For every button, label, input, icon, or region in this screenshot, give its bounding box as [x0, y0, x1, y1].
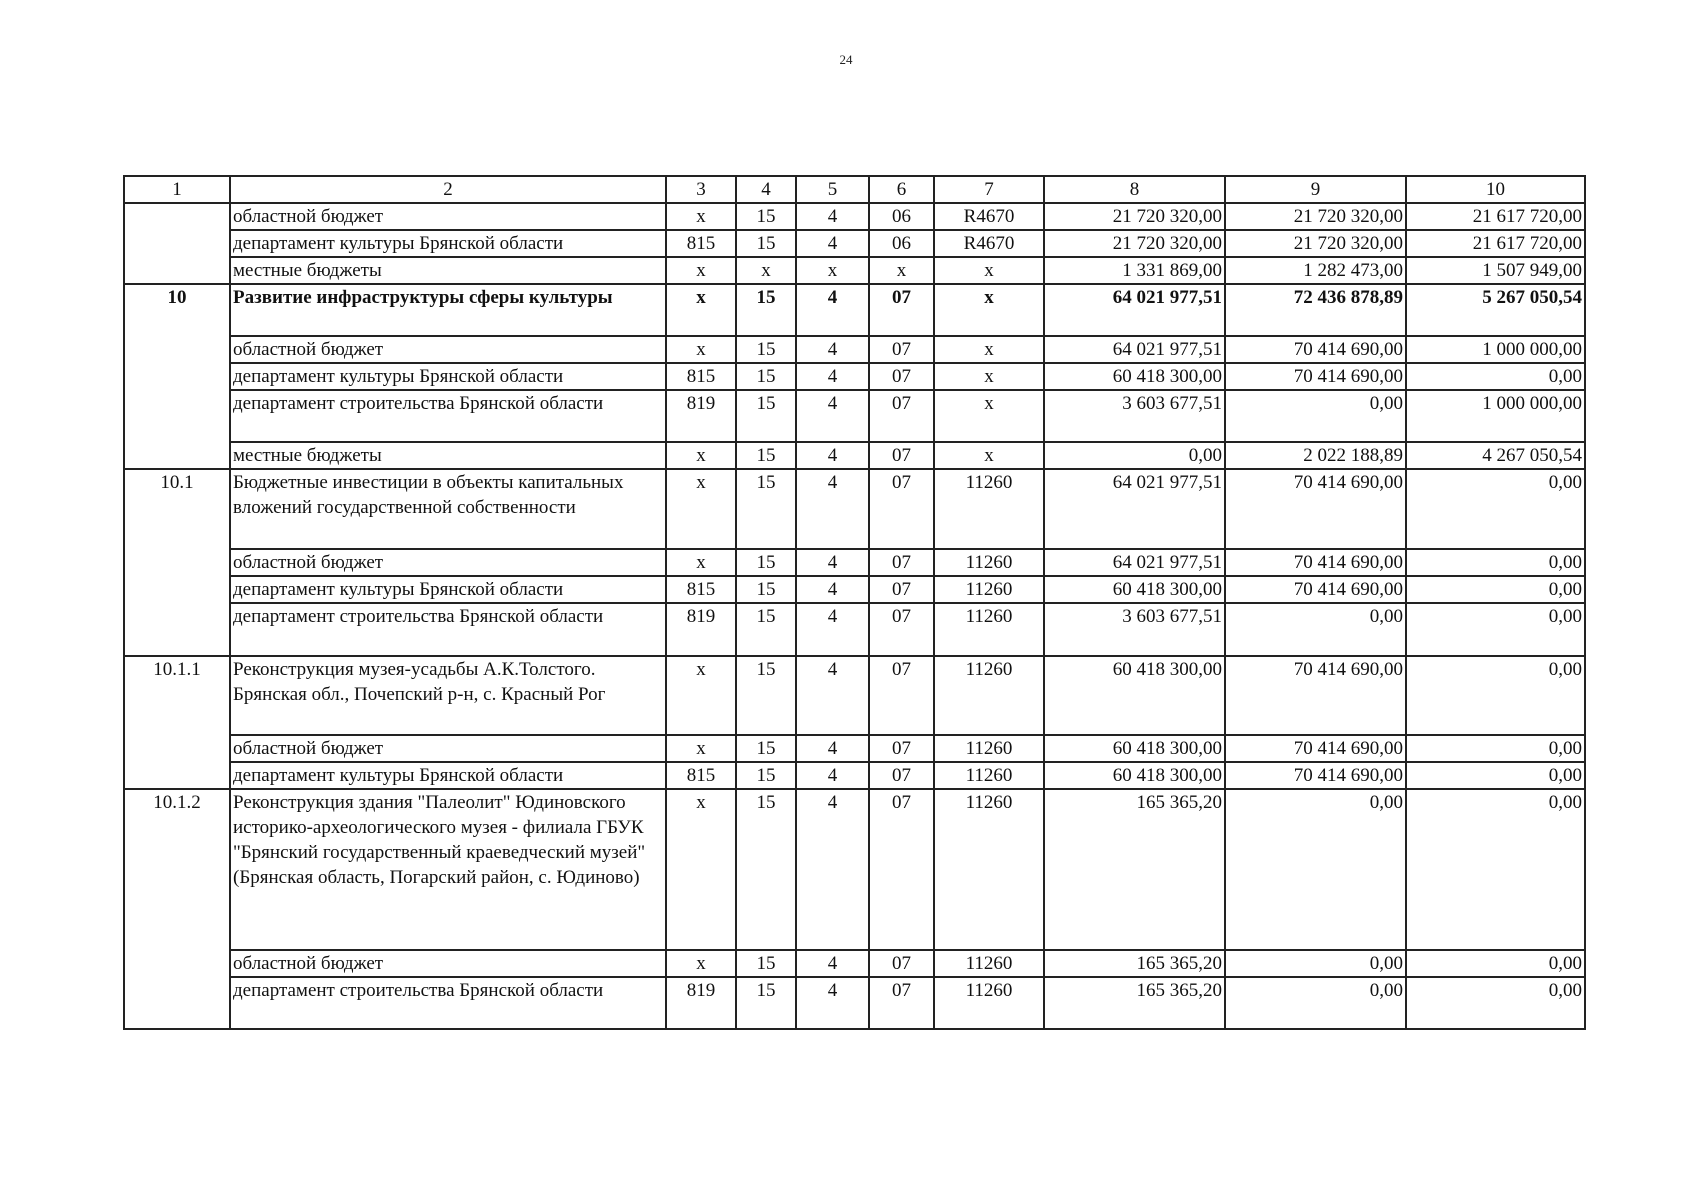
code-5-cell: 4 — [796, 977, 869, 1029]
amount-10-cell: 0,00 — [1406, 363, 1585, 390]
amount-10-cell: 5 267 050,54 — [1406, 284, 1585, 336]
code-3-cell: x — [666, 336, 736, 363]
code-6-cell: 07 — [869, 789, 934, 950]
amount-8-cell: 60 418 300,00 — [1044, 656, 1225, 735]
amount-8-cell: 21 720 320,00 — [1044, 230, 1225, 257]
amount-9-cell: 70 414 690,00 — [1225, 336, 1406, 363]
table-row — [124, 950, 1585, 977]
code-5-cell: 4 — [796, 442, 869, 469]
code-7-cell: x — [934, 363, 1044, 390]
amount-10-cell: 0,00 — [1406, 576, 1585, 603]
amount-9-cell: 70 414 690,00 — [1225, 735, 1406, 762]
table-row — [124, 284, 1585, 336]
row-number-cell: 10.1.1 — [124, 656, 230, 789]
amount-10-cell: 0,00 — [1406, 735, 1585, 762]
code-4-cell: 15 — [736, 789, 796, 950]
row-number-cell: 10.1.2 — [124, 789, 230, 1029]
amount-9-cell: 0,00 — [1225, 603, 1406, 656]
code-7-cell: x — [934, 336, 1044, 363]
code-3-cell: x — [666, 257, 736, 284]
amount-10-cell: 21 617 720,00 — [1406, 230, 1585, 257]
code-5-cell: 4 — [796, 203, 869, 230]
row-number-cell — [124, 203, 230, 284]
amount-10-cell: 0,00 — [1406, 977, 1585, 1029]
column-header: 6 — [869, 176, 934, 203]
amount-8-cell: 1 331 869,00 — [1044, 257, 1225, 284]
description-cell: департамент строительства Брянской области — [230, 603, 666, 656]
code-5-cell: 4 — [796, 735, 869, 762]
code-3-cell: 815 — [666, 576, 736, 603]
description-cell: департамент культуры Брянской области — [230, 230, 666, 257]
code-3-cell: 819 — [666, 603, 736, 656]
code-4-cell: 15 — [736, 603, 796, 656]
code-6-cell: 07 — [869, 603, 934, 656]
amount-8-cell: 64 021 977,51 — [1044, 336, 1225, 363]
table-row — [124, 363, 1585, 390]
code-7-cell: 11260 — [934, 789, 1044, 950]
code-3-cell: x — [666, 549, 736, 576]
table-row — [124, 656, 1585, 735]
code-5-cell: 4 — [796, 762, 869, 789]
code-4-cell: 15 — [736, 284, 796, 336]
description-cell: областной бюджет — [230, 203, 666, 230]
amount-9-cell: 72 436 878,89 — [1225, 284, 1406, 336]
code-7-cell: R4670 — [934, 230, 1044, 257]
code-3-cell: x — [666, 950, 736, 977]
code-5-cell: 4 — [796, 336, 869, 363]
code-6-cell: 07 — [869, 549, 934, 576]
table-row — [124, 549, 1585, 576]
code-6-cell: 07 — [869, 576, 934, 603]
amount-10-cell: 0,00 — [1406, 950, 1585, 977]
code-3-cell: x — [666, 203, 736, 230]
amount-8-cell: 3 603 677,51 — [1044, 603, 1225, 656]
code-6-cell: 07 — [869, 735, 934, 762]
code-7-cell: 11260 — [934, 549, 1044, 576]
code-7-cell: 11260 — [934, 576, 1044, 603]
table-row — [124, 603, 1585, 656]
amount-9-cell: 2 022 188,89 — [1225, 442, 1406, 469]
code-4-cell: x — [736, 257, 796, 284]
amount-9-cell: 70 414 690,00 — [1225, 656, 1406, 735]
code-5-cell: x — [796, 257, 869, 284]
amount-9-cell: 0,00 — [1225, 789, 1406, 950]
code-5-cell: 4 — [796, 363, 869, 390]
code-6-cell: 06 — [869, 230, 934, 257]
amount-10-cell: 1 507 949,00 — [1406, 257, 1585, 284]
code-4-cell: 15 — [736, 762, 796, 789]
amount-10-cell: 0,00 — [1406, 789, 1585, 950]
amount-9-cell: 0,00 — [1225, 390, 1406, 442]
code-7-cell: 11260 — [934, 603, 1044, 656]
table-row — [124, 390, 1585, 442]
table-row — [124, 789, 1585, 950]
code-5-cell: 4 — [796, 656, 869, 735]
column-header: 8 — [1044, 176, 1225, 203]
code-4-cell: 15 — [736, 656, 796, 735]
code-6-cell: 07 — [869, 390, 934, 442]
code-3-cell: 815 — [666, 363, 736, 390]
code-5-cell: 4 — [796, 284, 869, 336]
code-4-cell: 15 — [736, 442, 796, 469]
amount-9-cell: 0,00 — [1225, 977, 1406, 1029]
header-row — [124, 176, 1585, 203]
column-header: 4 — [736, 176, 796, 203]
amount-9-cell: 21 720 320,00 — [1225, 203, 1406, 230]
code-5-cell: 4 — [796, 230, 869, 257]
code-4-cell: 15 — [736, 977, 796, 1029]
code-4-cell: 15 — [736, 363, 796, 390]
code-7-cell: x — [934, 257, 1044, 284]
amount-10-cell: 0,00 — [1406, 603, 1585, 656]
code-5-cell: 4 — [796, 469, 869, 549]
amount-9-cell: 70 414 690,00 — [1225, 762, 1406, 789]
amount-8-cell: 3 603 677,51 — [1044, 390, 1225, 442]
amount-8-cell: 0,00 — [1044, 442, 1225, 469]
amount-10-cell: 1 000 000,00 — [1406, 390, 1585, 442]
amount-8-cell: 60 418 300,00 — [1044, 576, 1225, 603]
amount-10-cell: 21 617 720,00 — [1406, 203, 1585, 230]
code-3-cell: x — [666, 284, 736, 336]
amount-10-cell: 4 267 050,54 — [1406, 442, 1585, 469]
code-5-cell: 4 — [796, 950, 869, 977]
table-row — [124, 442, 1585, 469]
code-4-cell: 15 — [736, 336, 796, 363]
code-5-cell: 4 — [796, 789, 869, 950]
column-header: 5 — [796, 176, 869, 203]
code-6-cell: 07 — [869, 469, 934, 549]
code-7-cell: 11260 — [934, 735, 1044, 762]
code-7-cell: x — [934, 284, 1044, 336]
amount-10-cell: 0,00 — [1406, 762, 1585, 789]
code-7-cell: 11260 — [934, 656, 1044, 735]
budget-table — [123, 175, 1586, 1030]
amount-9-cell: 70 414 690,00 — [1225, 549, 1406, 576]
description-cell: местные бюджеты — [230, 257, 666, 284]
code-3-cell: x — [666, 656, 736, 735]
column-header: 2 — [230, 176, 666, 203]
amount-8-cell: 60 418 300,00 — [1044, 762, 1225, 789]
amount-9-cell: 70 414 690,00 — [1225, 363, 1406, 390]
code-4-cell: 15 — [736, 549, 796, 576]
code-5-cell: 4 — [796, 603, 869, 656]
row-number-cell: 10 — [124, 284, 230, 469]
table-row — [124, 735, 1585, 762]
code-6-cell: 07 — [869, 363, 934, 390]
description-cell: областной бюджет — [230, 336, 666, 363]
code-7-cell: R4670 — [934, 203, 1044, 230]
code-3-cell: 819 — [666, 977, 736, 1029]
table-row — [124, 977, 1585, 1029]
amount-10-cell: 0,00 — [1406, 656, 1585, 735]
code-7-cell: x — [934, 390, 1044, 442]
code-6-cell: 07 — [869, 977, 934, 1029]
code-3-cell: x — [666, 789, 736, 950]
table-row — [124, 230, 1585, 257]
description-cell: местные бюджеты — [230, 442, 666, 469]
description-cell: департамент культуры Брянской области — [230, 363, 666, 390]
code-7-cell: x — [934, 442, 1044, 469]
table-row — [124, 203, 1585, 230]
code-7-cell: 11260 — [934, 977, 1044, 1029]
column-header: 1 — [124, 176, 230, 203]
amount-9-cell: 1 282 473,00 — [1225, 257, 1406, 284]
description-cell: областной бюджет — [230, 735, 666, 762]
amount-10-cell: 0,00 — [1406, 469, 1585, 549]
description-cell: департамент строительства Брянской области — [230, 390, 666, 442]
code-6-cell: 07 — [869, 284, 934, 336]
amount-8-cell: 64 021 977,51 — [1044, 549, 1225, 576]
column-header: 3 — [666, 176, 736, 203]
amount-10-cell: 0,00 — [1406, 549, 1585, 576]
code-3-cell: 815 — [666, 230, 736, 257]
description-cell: департамент культуры Брянской области — [230, 762, 666, 789]
code-7-cell: 11260 — [934, 469, 1044, 549]
code-4-cell: 15 — [736, 203, 796, 230]
table-row — [124, 257, 1585, 284]
code-3-cell: x — [666, 442, 736, 469]
description-cell: Развитие инфраструктуры сферы культуры — [230, 284, 666, 336]
amount-9-cell: 70 414 690,00 — [1225, 576, 1406, 603]
amount-8-cell: 60 418 300,00 — [1044, 363, 1225, 390]
amount-8-cell: 165 365,20 — [1044, 950, 1225, 977]
code-6-cell: 07 — [869, 950, 934, 977]
code-3-cell: 819 — [666, 390, 736, 442]
amount-8-cell: 165 365,20 — [1044, 789, 1225, 950]
amount-9-cell: 70 414 690,00 — [1225, 469, 1406, 549]
page-number: 24 — [839, 52, 853, 67]
amount-8-cell: 21 720 320,00 — [1044, 203, 1225, 230]
description-cell: областной бюджет — [230, 950, 666, 977]
code-4-cell: 15 — [736, 950, 796, 977]
code-3-cell: x — [666, 469, 736, 549]
amount-8-cell: 60 418 300,00 — [1044, 735, 1225, 762]
description-cell: Бюджетные инвестиции в объекты капитальных вложений государственной собственности — [230, 469, 666, 549]
code-7-cell: 11260 — [934, 950, 1044, 977]
code-4-cell: 15 — [736, 469, 796, 549]
amount-8-cell: 165 365,20 — [1044, 977, 1225, 1029]
table-row — [124, 762, 1585, 789]
code-4-cell: 15 — [736, 390, 796, 442]
amount-8-cell: 64 021 977,51 — [1044, 284, 1225, 336]
column-header: 10 — [1406, 176, 1585, 203]
description-cell: департамент строительства Брянской области — [230, 977, 666, 1029]
code-4-cell: 15 — [736, 735, 796, 762]
code-5-cell: 4 — [796, 549, 869, 576]
code-3-cell: 815 — [666, 762, 736, 789]
code-5-cell: 4 — [796, 576, 869, 603]
description-cell: областной бюджет — [230, 549, 666, 576]
table-row — [124, 576, 1585, 603]
table-row — [124, 469, 1585, 549]
code-6-cell: 07 — [869, 656, 934, 735]
column-header: 7 — [934, 176, 1044, 203]
code-3-cell: x — [666, 735, 736, 762]
code-6-cell: 07 — [869, 762, 934, 789]
code-7-cell: 11260 — [934, 762, 1044, 789]
code-5-cell: 4 — [796, 390, 869, 442]
amount-10-cell: 1 000 000,00 — [1406, 336, 1585, 363]
amount-9-cell: 21 720 320,00 — [1225, 230, 1406, 257]
row-number-cell: 10.1 — [124, 469, 230, 656]
table-row — [124, 336, 1585, 363]
table-body — [124, 176, 1585, 1029]
code-6-cell: 07 — [869, 442, 934, 469]
description-cell: Реконструкция музея-усадьбы А.К.Толстого. Брянская обл., Почепский р-н, с. Красный Рог — [230, 656, 666, 735]
code-4-cell: 15 — [736, 230, 796, 257]
description-cell: Реконструкция здания "Палеолит" Юдиновского историко-археологического музея - филиала ГБУК "Брянский государственный краеведческий музей" (Брянская область, Погарский район, с. Юдиново) — [230, 789, 666, 950]
column-header: 9 — [1225, 176, 1406, 203]
code-6-cell: 07 — [869, 336, 934, 363]
code-6-cell: 06 — [869, 203, 934, 230]
description-cell: департамент культуры Брянской области — [230, 576, 666, 603]
code-4-cell: 15 — [736, 576, 796, 603]
amount-9-cell: 0,00 — [1225, 950, 1406, 977]
amount-8-cell: 64 021 977,51 — [1044, 469, 1225, 549]
code-6-cell: x — [869, 257, 934, 284]
